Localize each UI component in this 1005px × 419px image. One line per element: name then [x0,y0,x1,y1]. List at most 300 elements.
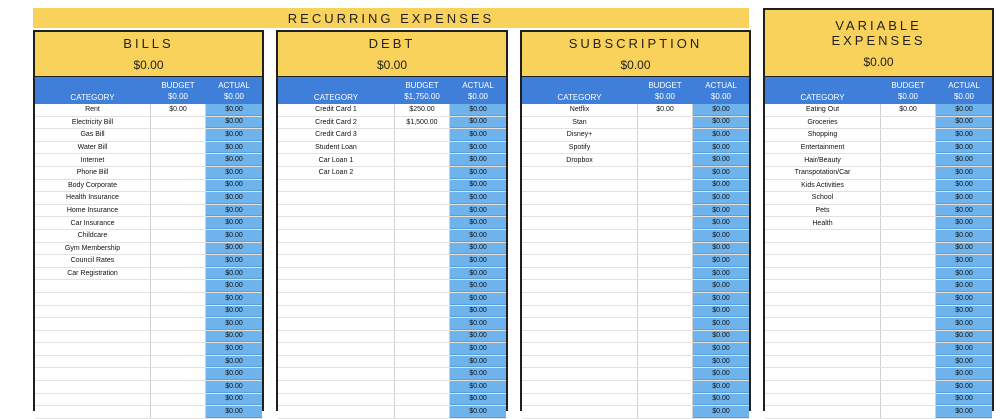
budget-cell[interactable] [637,117,693,129]
category-cell[interactable] [522,217,637,229]
budget-cell[interactable] [394,356,450,368]
budget-cell[interactable] [394,192,450,204]
budget-cell[interactable] [150,192,206,204]
actual-cell[interactable]: $0.00 [206,394,262,406]
category-cell[interactable] [35,343,150,355]
budget-cell[interactable] [394,217,450,229]
actual-cell[interactable]: $0.00 [936,394,992,406]
actual-cell[interactable]: $0.00 [206,356,262,368]
budget-cell[interactable] [637,243,693,255]
actual-cell[interactable]: $0.00 [693,154,749,166]
category-cell[interactable]: Car Insurance [70,219,115,227]
budget-cell[interactable] [394,293,450,305]
actual-cell[interactable]: $0.00 [450,230,506,242]
budget-cell[interactable] [880,280,936,292]
actual-cell[interactable]: $0.00 [206,117,262,129]
budget-cell[interactable] [394,154,450,166]
budget-cell[interactable] [150,331,206,343]
category-cell[interactable] [765,356,880,368]
actual-cell[interactable]: $0.00 [936,243,992,255]
budget-cell[interactable] [880,167,936,179]
category-cell[interactable] [278,406,394,418]
category-cell[interactable] [278,381,394,393]
budget-cell[interactable] [150,205,206,217]
category-cell[interactable] [278,205,394,217]
budget-cell[interactable] [880,343,936,355]
budget-cell[interactable]: $1,500.00 [394,117,450,129]
category-cell[interactable] [278,343,394,355]
category-cell[interactable] [522,255,637,267]
actual-cell[interactable]: $0.00 [936,356,992,368]
budget-cell[interactable] [637,142,693,154]
actual-cell[interactable]: $0.00 [450,217,506,229]
actual-cell[interactable]: $0.00 [450,318,506,330]
budget-cell[interactable] [637,381,693,393]
category-cell[interactable]: Stan [572,118,587,126]
actual-cell[interactable]: $0.00 [206,280,262,292]
actual-cell[interactable]: $0.00 [450,368,506,380]
budget-cell[interactable] [880,230,936,242]
category-cell[interactable] [522,318,637,330]
budget-cell[interactable] [394,167,450,179]
category-cell[interactable] [765,318,880,330]
actual-cell[interactable]: $0.00 [936,406,992,418]
budget-cell[interactable] [150,394,206,406]
category-cell[interactable] [522,331,637,343]
budget-cell[interactable]: $0.00 [880,104,936,116]
actual-cell[interactable]: $0.00 [206,154,262,166]
category-cell[interactable]: Body Corporate [67,181,118,189]
actual-cell[interactable]: $0.00 [693,318,749,330]
category-cell[interactable]: Health Insurance [66,194,119,202]
actual-cell[interactable]: $0.00 [693,356,749,368]
category-cell[interactable] [765,255,880,267]
category-cell[interactable]: Credit Card 3 [315,131,357,139]
actual-cell[interactable]: $0.00 [450,192,506,204]
budget-cell[interactable] [880,356,936,368]
category-cell[interactable]: Rent [85,106,100,114]
category-cell[interactable] [765,343,880,355]
actual-cell[interactable]: $0.00 [206,205,262,217]
budget-cell[interactable]: $0.00 [150,104,206,116]
category-cell[interactable] [35,280,150,292]
category-cell[interactable]: Gas Bill [80,131,105,139]
category-cell[interactable]: Kids Activities [801,181,844,189]
budget-cell[interactable] [880,331,936,343]
budget-cell[interactable] [150,343,206,355]
actual-cell[interactable]: $0.00 [450,293,506,305]
budget-cell[interactable]: $0.00 [637,104,693,116]
actual-cell[interactable]: $0.00 [450,243,506,255]
budget-cell[interactable] [880,394,936,406]
category-cell[interactable]: Gym Membership [64,244,121,252]
category-cell[interactable]: Car Loan 2 [318,169,354,177]
budget-cell[interactable] [637,293,693,305]
actual-cell[interactable]: $0.00 [450,104,506,116]
budget-cell[interactable] [880,293,936,305]
budget-cell[interactable] [150,217,206,229]
actual-cell[interactable]: $0.00 [936,154,992,166]
budget-cell[interactable] [394,343,450,355]
budget-cell[interactable] [880,381,936,393]
category-cell[interactable] [765,268,880,280]
actual-cell[interactable]: $0.00 [206,192,262,204]
budget-cell[interactable] [880,306,936,318]
actual-cell[interactable]: $0.00 [936,180,992,192]
category-cell[interactable]: Pets [815,207,830,215]
actual-cell[interactable]: $0.00 [206,343,262,355]
budget-cell[interactable] [880,192,936,204]
category-cell[interactable] [522,293,637,305]
category-cell[interactable] [765,406,880,418]
budget-cell[interactable] [880,129,936,141]
category-cell[interactable] [522,180,637,192]
budget-cell[interactable] [150,318,206,330]
category-cell[interactable] [278,268,394,280]
budget-cell[interactable] [394,129,450,141]
category-cell[interactable] [35,318,150,330]
actual-cell[interactable]: $0.00 [936,293,992,305]
actual-cell[interactable]: $0.00 [693,180,749,192]
budget-cell[interactable] [637,394,693,406]
category-cell[interactable] [35,356,150,368]
category-cell[interactable]: Phone Bill [76,169,109,177]
category-cell[interactable] [765,243,880,255]
category-cell[interactable] [765,368,880,380]
category-cell[interactable]: School [811,194,834,202]
category-cell[interactable] [35,394,150,406]
budget-cell[interactable] [637,318,693,330]
category-cell[interactable]: Home Insurance [66,207,119,215]
budget-cell[interactable] [394,268,450,280]
actual-cell[interactable]: $0.00 [936,230,992,242]
budget-cell[interactable] [637,217,693,229]
actual-cell[interactable]: $0.00 [450,205,506,217]
category-cell[interactable] [765,306,880,318]
budget-cell[interactable] [637,368,693,380]
category-cell[interactable] [278,306,394,318]
category-cell[interactable]: Credit Card 2 [315,118,357,126]
actual-cell[interactable]: $0.00 [693,104,749,116]
budget-cell[interactable] [637,306,693,318]
budget-cell[interactable] [150,293,206,305]
category-cell[interactable] [278,230,394,242]
budget-cell[interactable] [880,318,936,330]
budget-cell[interactable]: $250.00 [394,104,450,116]
actual-cell[interactable]: $0.00 [206,406,262,418]
category-cell[interactable] [522,230,637,242]
actual-cell[interactable]: $0.00 [936,205,992,217]
budget-cell[interactable] [637,343,693,355]
budget-cell[interactable] [637,192,693,204]
category-cell[interactable] [278,356,394,368]
category-cell[interactable] [522,356,637,368]
budget-cell[interactable] [394,306,450,318]
category-cell[interactable]: Water Bill [77,144,108,152]
actual-cell[interactable]: $0.00 [206,180,262,192]
budget-cell[interactable] [394,243,450,255]
budget-cell[interactable] [150,142,206,154]
category-cell[interactable] [278,180,394,192]
actual-cell[interactable]: $0.00 [450,280,506,292]
actual-cell[interactable]: $0.00 [450,167,506,179]
actual-cell[interactable]: $0.00 [206,255,262,267]
budget-cell[interactable] [394,331,450,343]
budget-cell[interactable] [637,356,693,368]
actual-cell[interactable]: $0.00 [206,306,262,318]
category-cell[interactable] [35,331,150,343]
budget-cell[interactable] [150,129,206,141]
category-cell[interactable] [278,217,394,229]
category-cell[interactable]: Netflix [569,106,590,114]
category-cell[interactable]: Shopping [807,131,838,139]
category-cell[interactable]: Hair/Beauty [804,156,841,164]
budget-cell[interactable] [637,205,693,217]
budget-cell[interactable] [394,142,450,154]
actual-cell[interactable]: $0.00 [693,205,749,217]
budget-cell[interactable] [150,255,206,267]
category-cell[interactable]: Groceries [807,118,838,126]
budget-cell[interactable] [394,280,450,292]
actual-cell[interactable]: $0.00 [693,255,749,267]
actual-cell[interactable]: $0.00 [206,331,262,343]
category-cell[interactable]: Disney+ [566,131,593,139]
category-cell[interactable] [765,394,880,406]
actual-cell[interactable]: $0.00 [450,394,506,406]
actual-cell[interactable]: $0.00 [450,154,506,166]
category-cell[interactable] [765,230,880,242]
actual-cell[interactable]: $0.00 [206,268,262,280]
category-cell[interactable] [278,192,394,204]
budget-cell[interactable] [150,167,206,179]
budget-cell[interactable] [150,381,206,393]
category-cell[interactable]: Health [812,219,833,227]
category-cell[interactable] [765,280,880,292]
category-cell[interactable]: Entertainment [800,144,845,152]
category-cell[interactable] [278,394,394,406]
actual-cell[interactable]: $0.00 [936,217,992,229]
actual-cell[interactable]: $0.00 [936,318,992,330]
actual-cell[interactable]: $0.00 [693,406,749,418]
actual-cell[interactable]: $0.00 [693,129,749,141]
category-cell[interactable] [765,293,880,305]
budget-cell[interactable] [150,230,206,242]
actual-cell[interactable]: $0.00 [936,343,992,355]
budget-cell[interactable] [880,142,936,154]
budget-cell[interactable] [394,406,450,418]
budget-cell[interactable] [637,167,693,179]
actual-cell[interactable]: $0.00 [936,255,992,267]
budget-cell[interactable] [637,180,693,192]
actual-cell[interactable]: $0.00 [450,255,506,267]
budget-cell[interactable] [394,368,450,380]
category-cell[interactable] [278,255,394,267]
actual-cell[interactable]: $0.00 [936,331,992,343]
category-cell[interactable]: Council Rates [70,257,115,265]
category-cell[interactable]: Childcare [77,232,108,240]
actual-cell[interactable]: $0.00 [693,331,749,343]
actual-cell[interactable]: $0.00 [936,142,992,154]
category-cell[interactable] [522,406,637,418]
actual-cell[interactable]: $0.00 [206,318,262,330]
budget-cell[interactable] [150,280,206,292]
category-cell[interactable] [522,205,637,217]
category-cell[interactable] [522,343,637,355]
actual-cell[interactable]: $0.00 [450,406,506,418]
budget-cell[interactable] [150,368,206,380]
actual-cell[interactable]: $0.00 [206,243,262,255]
actual-cell[interactable]: $0.00 [450,343,506,355]
actual-cell[interactable]: $0.00 [206,381,262,393]
actual-cell[interactable]: $0.00 [693,268,749,280]
actual-cell[interactable]: $0.00 [693,293,749,305]
category-cell[interactable]: Spotify [568,144,591,152]
actual-cell[interactable]: $0.00 [693,394,749,406]
category-cell[interactable]: Dropbox [566,156,593,164]
actual-cell[interactable]: $0.00 [450,306,506,318]
category-cell[interactable] [522,280,637,292]
budget-cell[interactable] [394,205,450,217]
budget-cell[interactable] [880,180,936,192]
budget-cell[interactable] [150,406,206,418]
actual-cell[interactable]: $0.00 [206,104,262,116]
actual-cell[interactable]: $0.00 [206,368,262,380]
actual-cell[interactable]: $0.00 [450,180,506,192]
budget-cell[interactable] [150,306,206,318]
category-cell[interactable] [522,167,637,179]
actual-cell[interactable]: $0.00 [936,192,992,204]
actual-cell[interactable]: $0.00 [693,280,749,292]
budget-cell[interactable] [394,318,450,330]
actual-cell[interactable]: $0.00 [206,142,262,154]
actual-cell[interactable]: $0.00 [450,381,506,393]
category-cell[interactable]: Student Loan [315,144,357,152]
budget-cell[interactable] [637,129,693,141]
budget-cell[interactable] [637,406,693,418]
actual-cell[interactable]: $0.00 [206,129,262,141]
actual-cell[interactable]: $0.00 [936,104,992,116]
budget-cell[interactable] [150,117,206,129]
actual-cell[interactable]: $0.00 [936,381,992,393]
category-cell[interactable] [522,368,637,380]
category-cell[interactable] [278,280,394,292]
budget-cell[interactable] [880,243,936,255]
actual-cell[interactable]: $0.00 [693,142,749,154]
actual-cell[interactable]: $0.00 [693,381,749,393]
budget-cell[interactable] [880,268,936,280]
category-cell[interactable]: Eating Out [805,106,840,114]
actual-cell[interactable]: $0.00 [693,167,749,179]
actual-cell[interactable]: $0.00 [206,230,262,242]
actual-cell[interactable]: $0.00 [450,356,506,368]
category-cell[interactable] [522,381,637,393]
actual-cell[interactable]: $0.00 [936,129,992,141]
category-cell[interactable] [278,331,394,343]
actual-cell[interactable]: $0.00 [936,167,992,179]
actual-cell[interactable]: $0.00 [206,217,262,229]
actual-cell[interactable]: $0.00 [693,117,749,129]
budget-cell[interactable] [394,230,450,242]
category-cell[interactable]: Electricity Bill [71,118,114,126]
actual-cell[interactable]: $0.00 [936,368,992,380]
budget-cell[interactable] [880,217,936,229]
budget-cell[interactable] [150,356,206,368]
actual-cell[interactable]: $0.00 [936,280,992,292]
category-cell[interactable] [765,381,880,393]
budget-cell[interactable] [637,230,693,242]
actual-cell[interactable]: $0.00 [693,230,749,242]
category-cell[interactable] [522,243,637,255]
budget-cell[interactable] [637,268,693,280]
category-cell[interactable]: Car Loan 1 [318,156,354,164]
category-cell[interactable] [522,192,637,204]
actual-cell[interactable]: $0.00 [693,343,749,355]
budget-cell[interactable] [394,381,450,393]
budget-cell[interactable] [880,205,936,217]
category-cell[interactable] [35,406,150,418]
actual-cell[interactable]: $0.00 [693,192,749,204]
actual-cell[interactable]: $0.00 [936,268,992,280]
budget-cell[interactable] [880,255,936,267]
actual-cell[interactable]: $0.00 [450,117,506,129]
category-cell[interactable]: Internet [80,156,105,164]
budget-cell[interactable] [880,154,936,166]
budget-cell[interactable] [150,243,206,255]
actual-cell[interactable]: $0.00 [450,331,506,343]
category-cell[interactable]: Transpotation/Car [794,169,851,177]
budget-cell[interactable] [880,406,936,418]
budget-cell[interactable] [394,255,450,267]
category-cell[interactable] [278,368,394,380]
category-cell[interactable]: Credit Card 1 [315,106,357,114]
category-cell[interactable] [278,318,394,330]
actual-cell[interactable]: $0.00 [693,368,749,380]
budget-cell[interactable] [150,180,206,192]
category-cell[interactable] [765,331,880,343]
budget-cell[interactable] [637,255,693,267]
category-cell[interactable] [522,306,637,318]
category-cell[interactable] [278,243,394,255]
category-cell[interactable] [522,394,637,406]
actual-cell[interactable]: $0.00 [206,293,262,305]
budget-cell[interactable] [880,368,936,380]
category-cell[interactable] [278,293,394,305]
actual-cell[interactable]: $0.00 [693,243,749,255]
category-cell[interactable]: Car Registration [67,270,118,278]
budget-cell[interactable] [150,154,206,166]
actual-cell[interactable]: $0.00 [206,167,262,179]
budget-cell[interactable] [637,280,693,292]
category-cell[interactable] [522,268,637,280]
budget-cell[interactable] [394,394,450,406]
actual-cell[interactable]: $0.00 [936,306,992,318]
actual-cell[interactable]: $0.00 [450,268,506,280]
category-cell[interactable] [35,293,150,305]
actual-cell[interactable]: $0.00 [693,306,749,318]
category-cell[interactable] [35,306,150,318]
budget-cell[interactable] [880,117,936,129]
category-cell[interactable] [35,368,150,380]
actual-cell[interactable]: $0.00 [936,117,992,129]
budget-cell[interactable] [637,154,693,166]
category-cell[interactable] [35,381,150,393]
actual-cell[interactable]: $0.00 [450,142,506,154]
actual-cell[interactable]: $0.00 [450,129,506,141]
budget-cell[interactable] [150,268,206,280]
budget-cell[interactable] [394,180,450,192]
actual-cell[interactable]: $0.00 [693,217,749,229]
budget-cell[interactable] [637,331,693,343]
